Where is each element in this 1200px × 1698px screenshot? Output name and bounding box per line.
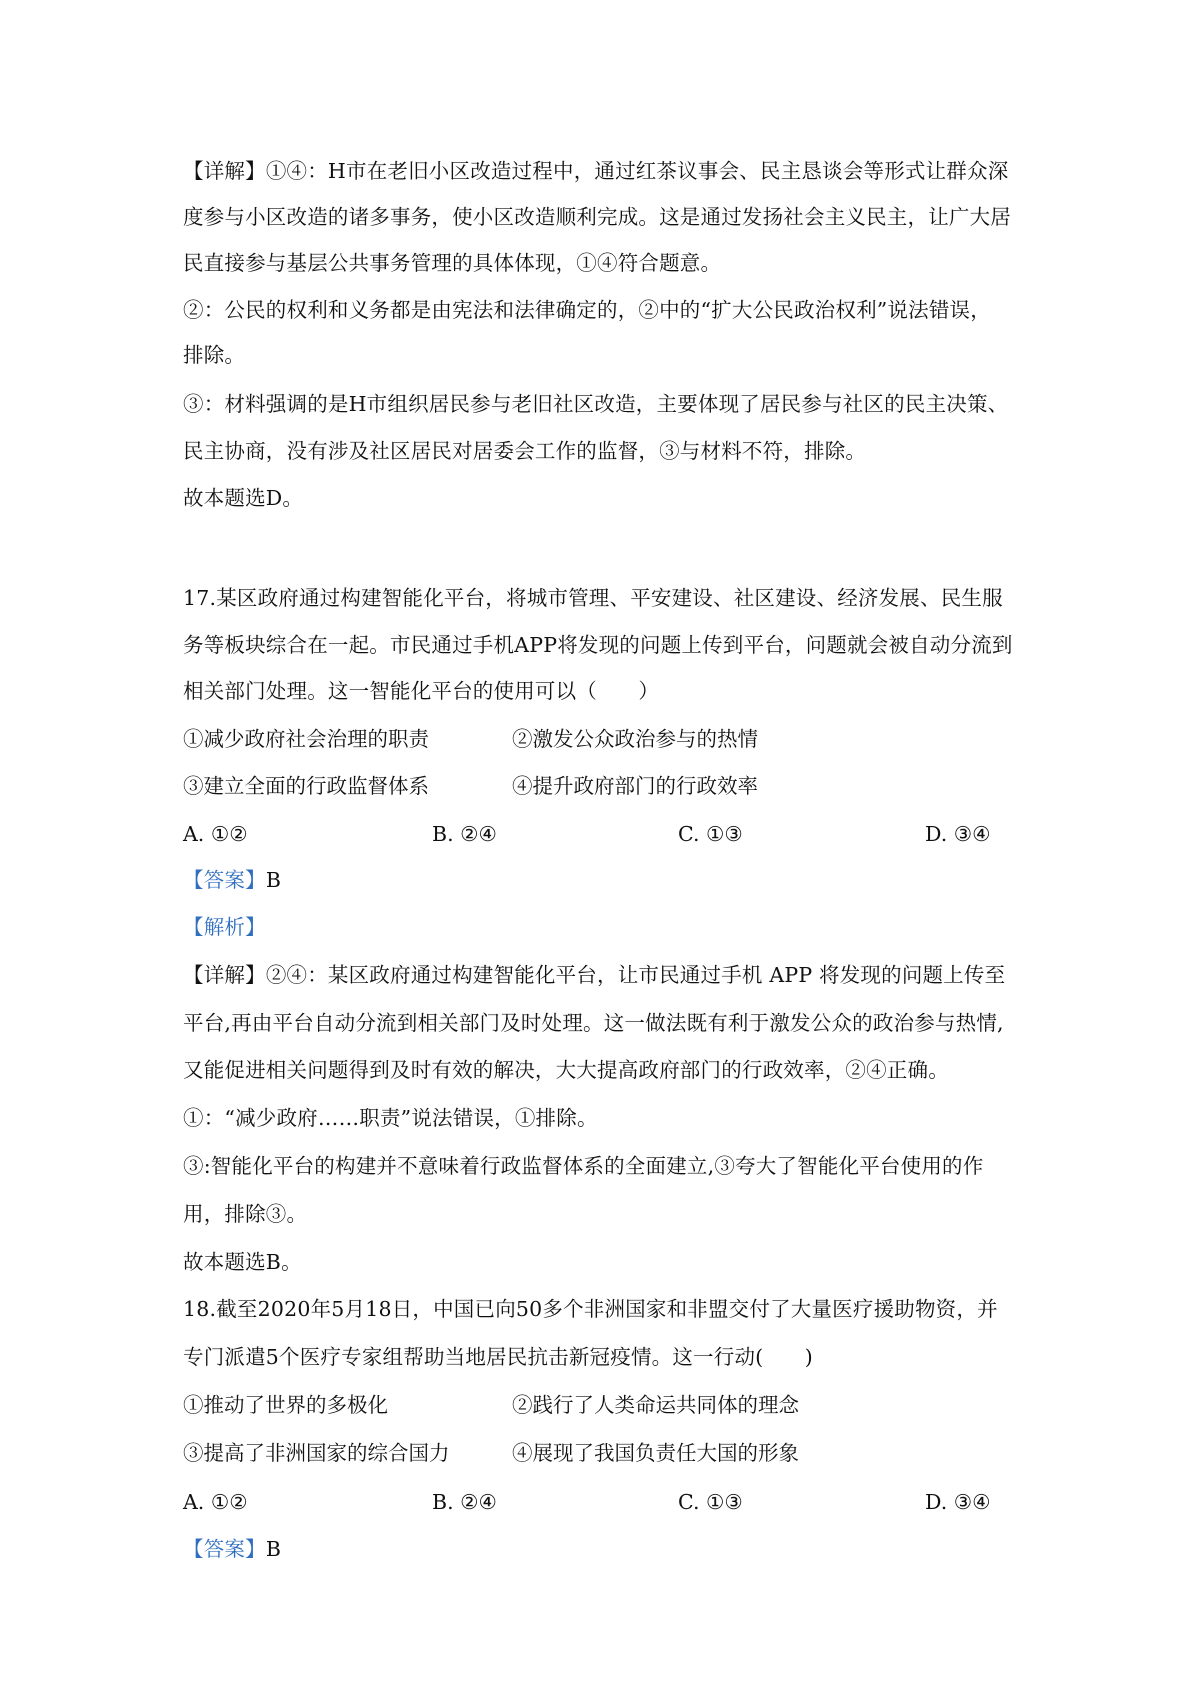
q16-conclusion: 故本题选D。 bbox=[183, 486, 304, 510]
q17-stem-line-2: 务等板块综合在一起。市民通过手机APP将发现的问题上传到平台，问题就会被自动分流到 bbox=[183, 633, 1013, 657]
q17-option-c: C. ①③ bbox=[678, 822, 743, 846]
q17-item-1: ①减少政府社会治理的职责 bbox=[183, 727, 429, 751]
q16-detail-line-4: ②：公民的权利和义务都是由宪法和法律确定的，②中的“扩大公民政治权利”说法错误， bbox=[183, 298, 991, 322]
q17-detail-line-6: 用，排除③。 bbox=[183, 1202, 308, 1226]
q18-stem-line-1: 18.截至2020年5月18日，中国已向50多个非洲国家和非盟交付了大量医疗援助物资，并 bbox=[183, 1297, 998, 1321]
q18-item-4: ④展现了我国负责任大国的形象 bbox=[512, 1441, 799, 1465]
q18-item-1: ①推动了世界的多极化 bbox=[183, 1393, 388, 1417]
q16-detail-line-5: 排除。 bbox=[183, 343, 246, 367]
q17-detail-line-2: 平台,再由平台自动分流到相关部门及时处理。这一做法既有利于激发公众的政治参与热情, bbox=[183, 1011, 1004, 1035]
detail-text: ①④：H市在老旧小区改造过程中，通过红茶议事会、民主恳谈会等形式让群众深 bbox=[265, 159, 1009, 183]
q17-option-d: D. ③④ bbox=[925, 822, 991, 846]
q17-option-a: A. ①② bbox=[183, 822, 248, 846]
q17-item-3: ③建立全面的行政监督体系 bbox=[183, 774, 429, 798]
q17-detail-line-5: ③:智能化平台的构建并不意味着行政监督体系的全面建立,③夸大了智能化平台使用的作 bbox=[183, 1154, 984, 1178]
q16-detail-line-3: 民直接参与基层公共事务管理的具体体现，①④符合题意。 bbox=[183, 251, 722, 275]
q16-detail-line-1 bbox=[183, 157, 1023, 185]
q18-option-c: C. ①③ bbox=[678, 1490, 743, 1514]
q17-detail-line-1 bbox=[183, 961, 1023, 989]
q17-answer bbox=[183, 866, 1023, 894]
q17-stem-line-1: 17.某区政府通过构建智能化平台，将城市管理、平安建设、社区建设、经济发展、民生服 bbox=[183, 586, 1003, 610]
q16-detail-line-7: 民主协商，没有涉及社区居民对居委会工作的监督，③与材料不符，排除。 bbox=[183, 439, 867, 463]
detail-tag: 【详解】 bbox=[183, 963, 266, 987]
answer-tag: 【答案】 bbox=[183, 868, 266, 892]
q17-item-4: ④提升政府部门的行政效率 bbox=[512, 774, 758, 798]
q18-item-2: ②践行了人类命运共同体的理念 bbox=[512, 1393, 799, 1417]
detail-tag: 【详解】 bbox=[183, 159, 266, 183]
q18-answer bbox=[183, 1535, 1023, 1563]
detail-text: ②④：某区政府通过构建智能化平台，让市民通过手机 APP 将发现的问题上传至 bbox=[265, 963, 1006, 987]
q17-detail-line-3: 又能促进相关问题得到及时有效的解决，大大提高政府部门的行政效率，②④正确。 bbox=[183, 1058, 949, 1082]
q17-conclusion: 故本题选B。 bbox=[183, 1250, 302, 1274]
q17-option-b: B. ②④ bbox=[432, 822, 497, 846]
answer-value: B bbox=[265, 868, 282, 892]
q18-option-b: B. ②④ bbox=[432, 1490, 497, 1514]
answer-value: B bbox=[265, 1537, 282, 1561]
q17-detail-line-4: ①：“减少政府……职责”说法错误，①排除。 bbox=[183, 1106, 598, 1130]
q18-option-d: D. ③④ bbox=[925, 1490, 991, 1514]
q16-detail-line-2: 度参与小区改造的诸多事务，使小区改造顺利完成。这是通过发扬社会主义民主，让广大居 bbox=[183, 205, 1011, 229]
answer-tag: 【答案】 bbox=[183, 1537, 266, 1561]
q17-analysis-tag: 【解析】 bbox=[183, 915, 266, 939]
q17-item-2: ②激发公众政治参与的热情 bbox=[512, 727, 758, 751]
q18-option-a: A. ①② bbox=[183, 1490, 248, 1514]
q18-stem-line-2: 专门派遣5个医疗专家组帮助当地居民抗击新冠疫情。这一行动( ) bbox=[183, 1345, 813, 1369]
q16-detail-line-6: ③：材料强调的是H市组织居民参与老旧社区改造，主要体现了居民参与社区的民主决策、 bbox=[183, 392, 1009, 416]
q18-item-3: ③提高了非洲国家的综合国力 bbox=[183, 1441, 450, 1465]
q17-stem-line-3: 相关部门处理。这一智能化平台的使用可以（ ） bbox=[183, 679, 660, 703]
